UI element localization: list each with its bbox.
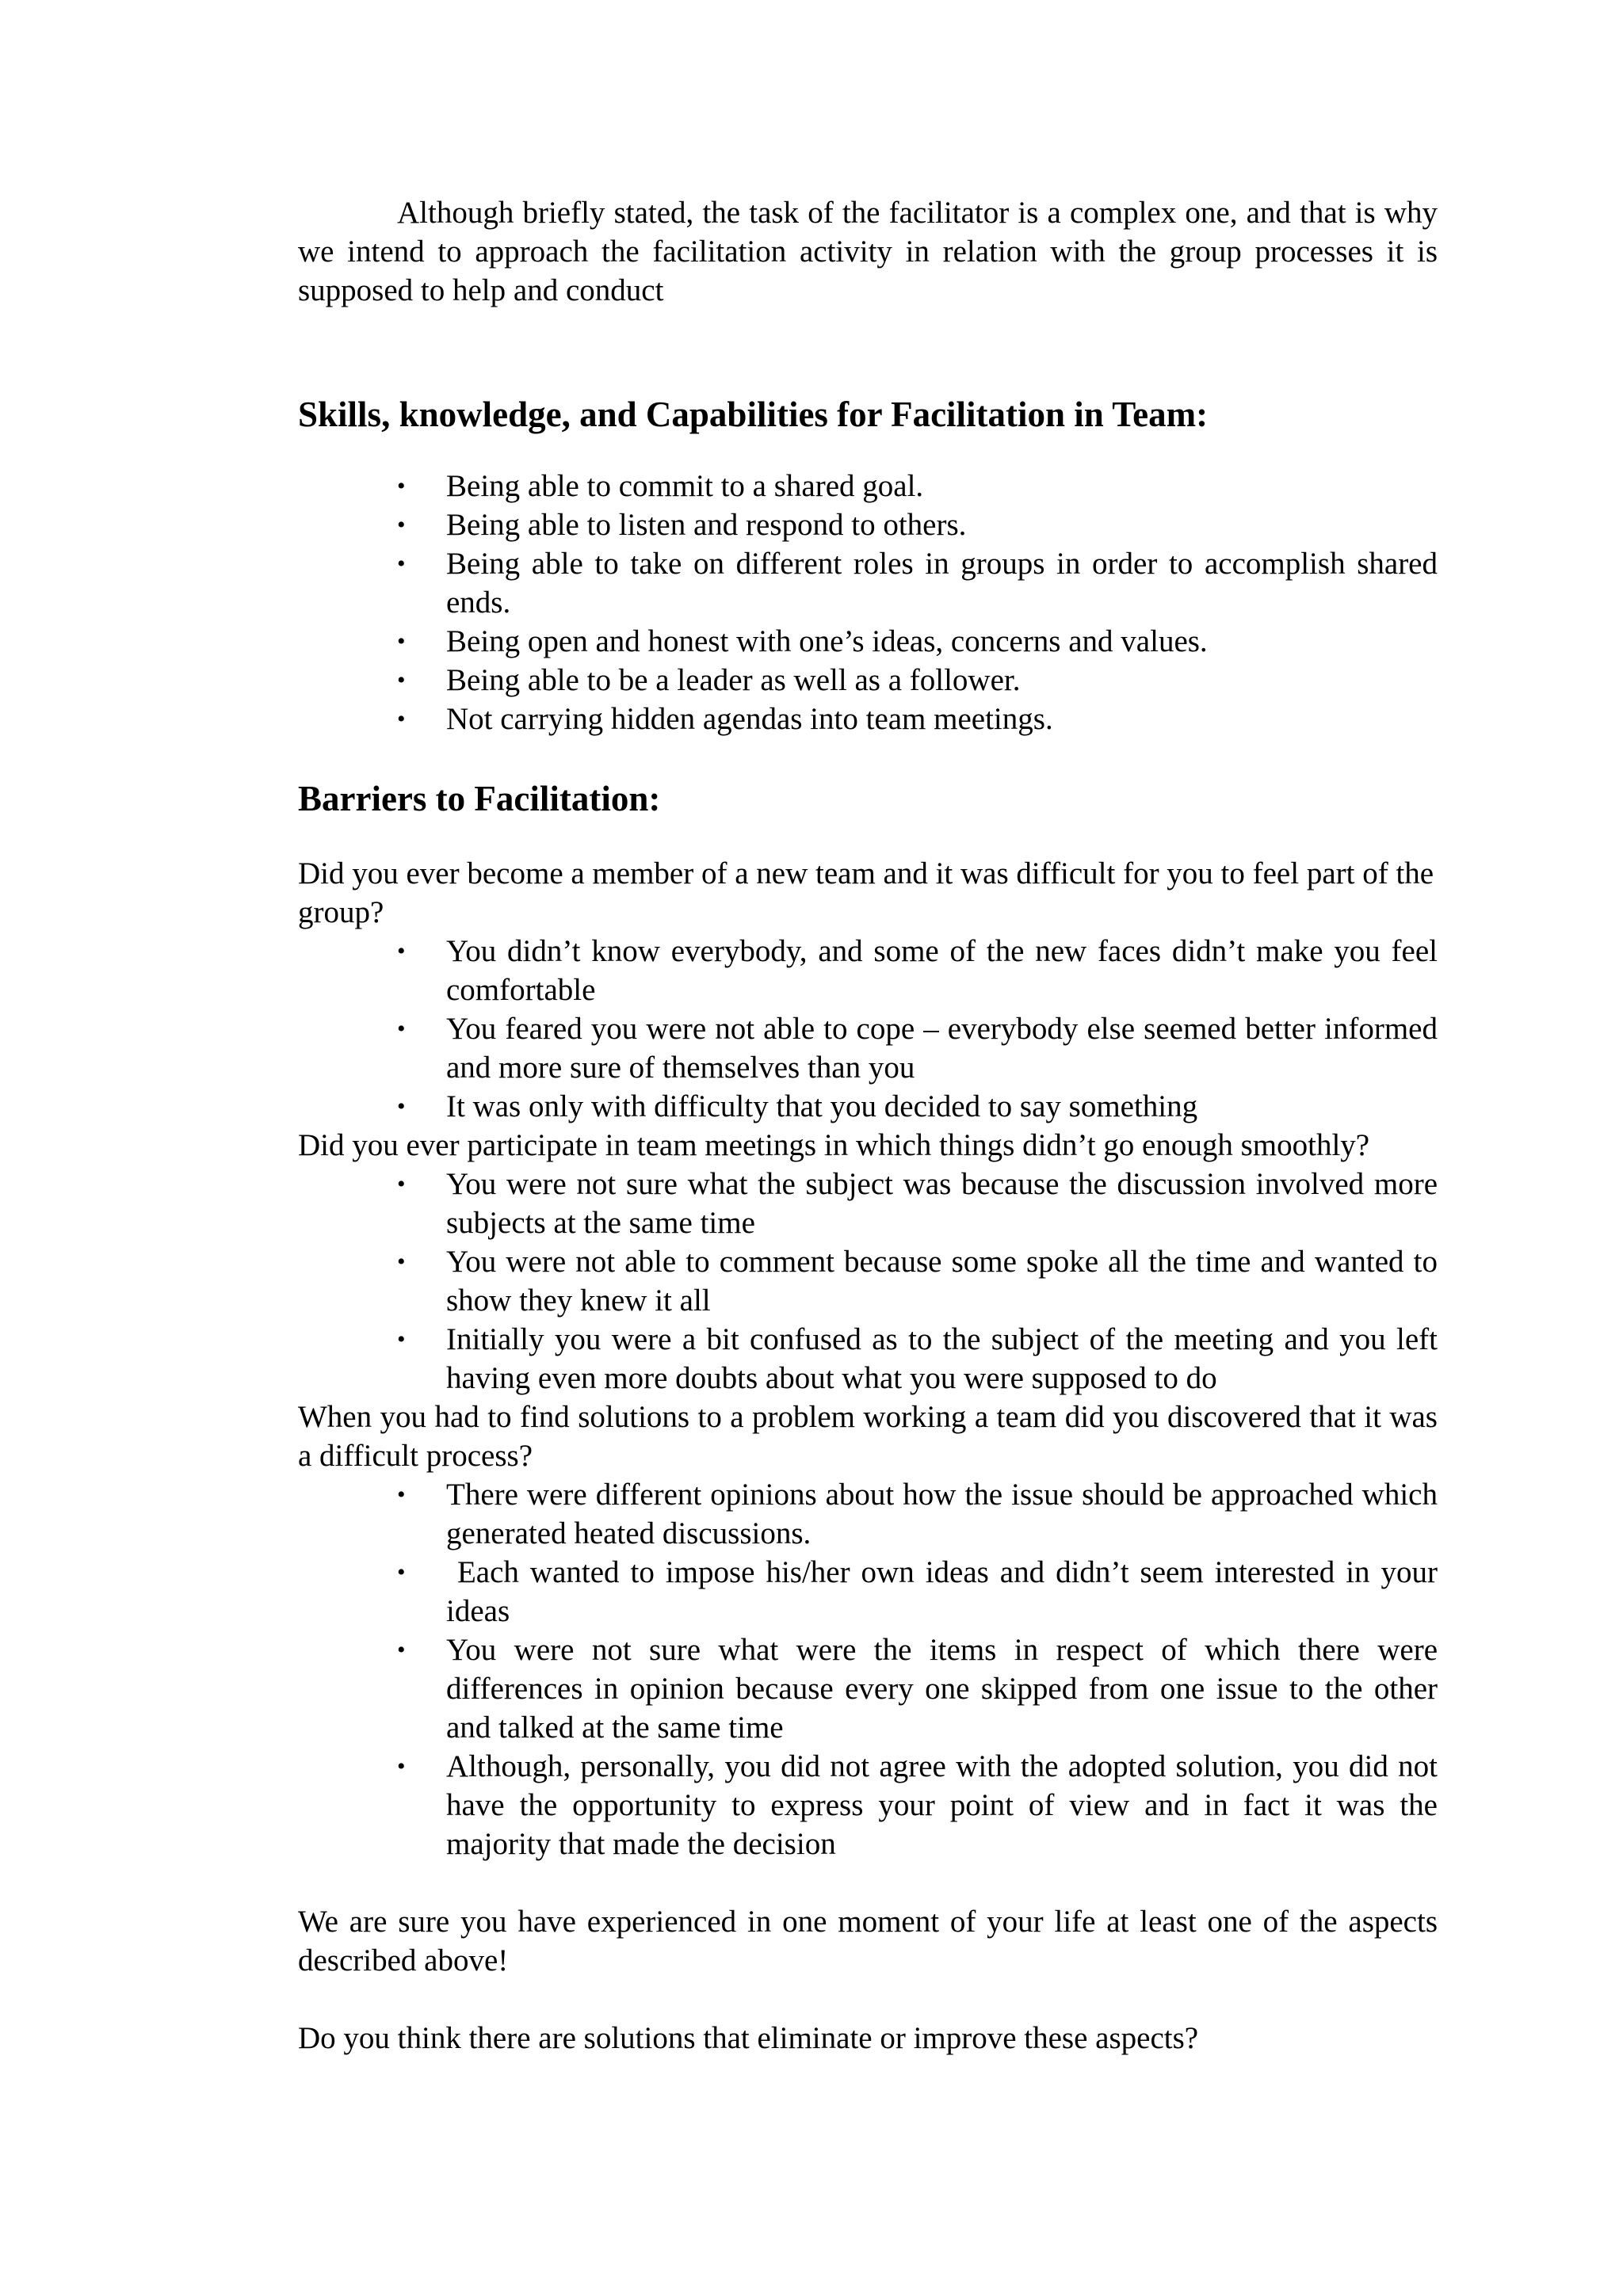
list-item: • You were not sure what were the items in respect of which there were differences in opinion because every one skipped from one issue to the other and talked at the same time: [446, 1630, 1438, 1747]
bullet-icon: •: [397, 706, 406, 732]
closing-paragraph-1: We are sure you have experienced in one moment of your life at least one of the aspects described above!: [298, 1905, 1438, 1978]
list-item: • Each wanted to impose his/her own ideas and didn’t seem interested in your ideas: [446, 1553, 1438, 1630]
bullet-icon: •: [397, 667, 406, 693]
list-item: • There were different opinions about how the issue should be approached which generated heated discussions.: [446, 1475, 1438, 1553]
list-item: • Being able to take on different roles in groups in order to accomplish shared ends.: [446, 544, 1438, 622]
bullet-icon: •: [397, 938, 406, 964]
barrier-list-1: [397, 932, 1438, 1126]
bullet-icon: •: [397, 1093, 406, 1119]
list-item: • Not carrying hidden agendas into team meetings.: [446, 700, 1438, 738]
intro-paragraph: Although briefly stated, the task of the facilitator is a complex one, and that is why we intend to approach the facilitation activity in relation with the group processes it is supposed to help and conduct: [298, 196, 1438, 307]
barrier-list-3: [397, 1475, 1445, 1863]
list-item: • You feared you were not able to cope – everybody else seemed better informed and more sure of themselves than you: [446, 1009, 1438, 1087]
skills-heading: [298, 392, 1438, 437]
bullet-icon: •: [397, 1016, 406, 1042]
list-item: • Initially you were a bit confused as to the subject of the meeting and you left having even more doubts about what you were supposed to do: [446, 1320, 1438, 1398]
list-item: • It was only with difficulty that you decided to say something: [446, 1087, 1438, 1126]
bullet-icon: •: [397, 1753, 406, 1779]
bullet-icon: •: [397, 1482, 406, 1508]
list-item: • Although, personally, you did not agree with the adopted solution, you did not have the opportunity to express your point of view and in fact it was the majority that made the decision: [446, 1747, 1438, 1863]
list-item: • Being able to commit to a shared goal.: [446, 467, 1438, 505]
bullet-icon: •: [397, 1326, 406, 1352]
list-item: • You were not sure what the subject was because the discussion involved more subjects at the same time: [446, 1165, 1438, 1242]
bullet-icon: •: [397, 1559, 406, 1585]
skills-list: [397, 467, 1438, 738]
list-item: • You didn’t know everybody, and some of the new faces didn’t make you feel comfortable: [446, 932, 1438, 1009]
bullet-icon: •: [397, 512, 406, 538]
list-item: • Being able to be a leader as well as a follower.: [446, 661, 1438, 700]
closing-paragraph-2: Do you think there are solutions that eliminate or improve these aspects?: [298, 2021, 1199, 2055]
barrier-question-1: Did you ever become a member of a new team and it was difficult for you to feel part of the group?: [298, 856, 1434, 929]
list-item: • You were not able to comment because some spoke all the time and wanted to show they knew it all: [446, 1242, 1438, 1320]
bullet-icon: •: [397, 473, 406, 499]
bullet-icon: •: [397, 551, 406, 577]
bullet-icon: •: [397, 628, 406, 654]
list-item: • Being able to listen and respond to others.: [446, 505, 1438, 544]
barrier-list-2: [397, 1165, 1438, 1398]
document-page: [298, 193, 1445, 2058]
list-item: • Being open and honest with one’s ideas, concerns and values.: [446, 622, 1438, 661]
bullet-icon: •: [397, 1249, 406, 1275]
barriers-heading: Barriers to Facilitation:: [298, 779, 661, 818]
barrier-question-2: Did you ever participate in team meetings in which things didn’t go enough smoothly?: [298, 1128, 1370, 1162]
barrier-question-3: When you had to find solutions to a problem working a team did you discovered that it was a difficult process?: [298, 1400, 1438, 1473]
bullet-icon: •: [397, 1637, 406, 1663]
bullet-icon: •: [397, 1171, 406, 1197]
skills-heading-text: Skills, knowledge, and Capabilities for Facilitation in Team:: [298, 395, 1209, 434]
